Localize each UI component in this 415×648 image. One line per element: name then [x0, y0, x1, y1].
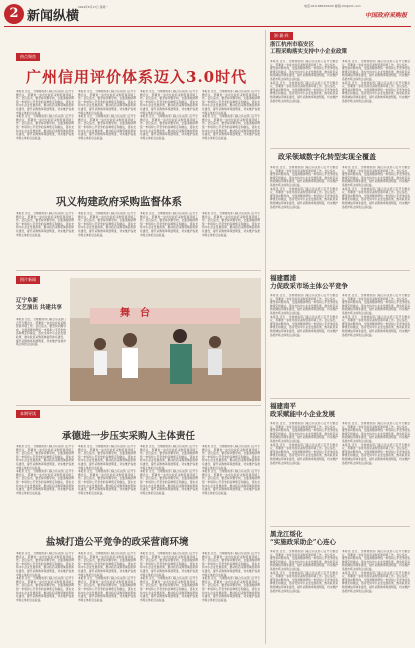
divider — [270, 526, 410, 527]
right-d-col-1: 本报讯 近日，当地财政部门联合有关部门召开专题会议，部署进一步优化政府采购营商环境工作。会议指出，要坚持问题导向，全面清理妨碍统一市场和公平竞争的各种规定和做法，落实支持中小企业发展政策，推动政府采购领域信用体系建设，提升采购效率和透明度，切实维护各类市场主体的合法权益。 本报讯 近日，当地财政部门联合有关部门召开专题会议，部署进一步优化政府采购营商环境工作。会议指出，要坚持问题导向，全面清理妨碍统一市场和公平竞争的各种规定和做法，落实支持中小企业发展政策，推动政府采购领域信用体系建设，提升采购效率和透明度，切实维护各类市场主体的合法权益。 — [270, 422, 338, 465]
article-2-col-1: 本报讯 近日，当地财政部门联合有关部门召开专题会议，部署进一步优化政府采购营商环境工作。会议指出，要坚持问题导向，全面清理妨碍统一市场和公平竞争的各种规定和做法，落实支持中小企业发展政策，推动政府采购领域信用体系建设，提升采购效率和透明度，切实维护各类市场主体的合法权益。 — [16, 212, 74, 237]
headline-chengde-responsibility: 承德进一步压实采购人主体责任 — [62, 431, 196, 442]
article-4-col-2: 本报讯 近日，当地财政部门联合有关部门召开专题会议，部署进一步优化政府采购营商环境工作。会议指出，要坚持问题导向，全面清理妨碍统一市场和公平竞争的各种规定和做法，落实支持中小企业发展政策，推动政府采购领域信用体系建设，提升采购效率和透明度，切实维护各类市场主体的合法权益。 本报讯 近日，当地财政部门联合有关部门召开专题会议，部署进一步优化政府采购营商环境工作。会议指出，要坚持问题导向，全面清理妨碍统一市场和公平竞争的各种规定和做法，落实支持中小企业发展政策，推动政府采购领域信用体系建设，提升采购效率和透明度，切实维护各类市场主体的合法权益。 — [78, 552, 136, 602]
article-4-col-3: 本报讯 近日，当地财政部门联合有关部门召开专题会议，部署进一步优化政府采购营商环境工作。会议指出，要坚持问题导向，全面清理妨碍统一市场和公平竞争的各种规定和做法，落实支持中小企业发展政策，推动政府采购领域信用体系建设，提升采购效率和透明度，切实维护各类市场主体的合法权益。 本报讯 近日，当地财政部门联合有关部门召开专题会议，部署进一步优化政府采购营商环境工作。会议指出，要坚持问题导向，全面清理妨碍统一市场和公平竞争的各种规定和做法，落实支持中小企业发展政策，推动政府采购领域信用体系建设，提升采购效率和透明度，切实维护各类市场主体的合法权益。 — [140, 552, 198, 602]
article-4-col-4: 本报讯 近日，当地财政部门联合有关部门召开专题会议，部署进一步优化政府采购营商环境工作。会议指出，要坚持问题导向，全面清理妨碍统一市场和公平竞争的各种规定和做法，落实支持中小企业发展政策，推动政府采购领域信用体系建设，提升采购效率和透明度，切实维护各类市场主体的合法权益。 本报讯 近日，当地财政部门联合有关部门召开专题会议，部署进一步优化政府采购营商环境工作。会议指出，要坚持问题导向，全面清理妨碍统一市场和公平竞争的各种规定和做法，落实支持中小企业发展政策，推动政府采购领域信用体系建设，提升采购效率和透明度，切实维护各类市场主体的合法权益。 — [202, 552, 260, 602]
section-number-badge: 2 — [4, 4, 24, 24]
article-1-col-2: 本报讯 近日，当地财政部门联合有关部门召开专题会议，部署进一步优化政府采购营商环境工作。会议指出，要坚持问题导向，全面清理妨碍统一市场和公平竞争的各种规定和做法，落实支持中小企业发展政策，推动政府采购领域信用体系建设，提升采购效率和透明度，切实维护各类市场主体的合法权益。 本报讯 近日，当地财政部门联合有关部门召开专题会议，部署进一步优化政府采购营商环境工作。会议指出，要坚持问题导向，全面清理妨碍统一市场和公平竞争的各种规定和做法，落实支持中小企业发展政策，推动政府采购领域信用体系建设，提升采购效率和透明度，切实维护各类市场主体的合法权益。 — [78, 90, 136, 140]
section-title: 新闻纵横 — [27, 9, 80, 24]
stage-photo-illustration — [70, 278, 261, 401]
divider — [270, 270, 410, 271]
headline-xiapu: 福建霞浦 力促政采市场主体公平竞争 — [270, 274, 348, 290]
stage-sign-text: 舞台 — [120, 308, 160, 319]
newspaper-brand: 中国政府采购报 — [364, 12, 407, 19]
photo-caption-title: 辽宁阜新 文艺演出 共建共享 — [16, 298, 62, 311]
right-e-col-2: 本报讯 近日，当地财政部门联合有关部门召开专题会议，部署进一步优化政府采购营商环境工作。会议指出，要坚持问题导向，全面清理妨碍统一市场和公平竞争的各种规定和做法，落实支持中小企业发展政策，推动政府采购领域信用体系建设，提升采购效率和透明度，切实维护各类市场主体的合法权益。 本报讯 近日，当地财政部门联合有关部门召开专题会议，部署进一步优化政府采购营商环境工作。会议指出，要坚持问题导向，全面清理妨碍统一市场和公平竞争的各种规定和做法，落实支持中小企业发展政策，推动政府采购领域信用体系建设，提升采购效率和透明度，切实维护各类市场主体的合法权益。 — [342, 550, 410, 593]
article-2-col-3: 本报讯 近日，当地财政部门联合有关部门召开专题会议，部署进一步优化政府采购营商环境工作。会议指出，要坚持问题导向，全面清理妨碍统一市场和公平竞争的各种规定和做法，落实支持中小企业发展政策，推动政府采购领域信用体系建设，提升采购效率和透明度，切实维护各类市场主体的合法权益。 — [140, 212, 198, 237]
headline-linan: 浙江杭州市临安区 工程采购落实支持中小企业政策 — [270, 42, 348, 55]
headline-digital-transformation: 政采领域数字化转型实现全覆盖 — [278, 152, 376, 161]
article-3-col-1: 本报讯 近日，当地财政部门联合有关部门召开专题会议，部署进一步优化政府采购营商环境工作。会议指出，要坚持问题导向，全面清理妨碍统一市场和公平竞争的各种规定和做法，落实支持中小企业发展政策，推动政府采购领域信用体系建设，提升采购效率和透明度，切实维护各类市场主体的合法权益。 本报讯 近日，当地财政部门联合有关部门召开专题会议，部署进一步优化政府采购营商环境工作。会议指出，要坚持问题导向，全面清理妨碍统一市场和公平竞争的各种规定和做法，落实支持中小企业发展政策，推动政府采购领域信用体系建设，提升采购效率和透明度，切实维护各类市场主体的合法权益。 — [16, 445, 74, 495]
right-a-col-2: 本报讯 近日，当地财政部门联合有关部门召开专题会议，部署进一步优化政府采购营商环境工作。会议指出，要坚持问题导向，全面清理妨碍统一市场和公平竞争的各种规定和做法，落实支持中小企业发展政策，推动政府采购领域信用体系建设，提升采购效率和透明度，切实维护各类市场主体的合法权益。 本报讯 近日，当地财政部门联合有关部门召开专题会议，部署进一步优化政府采购营商环境工作。会议指出，要坚持问题导向，全面清理妨碍统一市场和公平竞争的各种规定和做法，落实支持中小企业发展政策，推动政府采购领域信用体系建设，提升采购效率和透明度，切实维护各类市场主体的合法权益。 — [342, 60, 410, 103]
headline-guangzhou-credit: 广州信用评价体系迈入3.0时代 — [26, 68, 248, 86]
divider — [16, 270, 261, 271]
photo-performance — [70, 278, 261, 401]
headline-nanping: 福建南平 政采赋能中小企业发展 — [270, 402, 335, 418]
divider — [270, 148, 410, 149]
article-2-col-4: 本报讯 近日，当地财政部门联合有关部门召开专题会议，部署进一步优化政府采购营商环境工作。会议指出，要坚持问题导向，全面清理妨碍统一市场和公平竞争的各种规定和做法，落实支持中小企业发展政策，推动政府采购领域信用体系建设，提升采购效率和透明度，切实维护各类市场主体的合法权益。 — [202, 212, 260, 237]
divider — [270, 398, 410, 399]
headline-yancheng-business: 盐城打造公平竞争的政采营商环境 — [46, 537, 189, 548]
right-e-col-1: 本报讯 近日，当地财政部门联合有关部门召开专题会议，部署进一步优化政府采购营商环境工作。会议指出，要坚持问题导向，全面清理妨碍统一市场和公平竞争的各种规定和做法，落实支持中小企业发展政策，推动政府采购领域信用体系建设，提升采购效率和透明度，切实维护各类市场主体的合法权益。 本报讯 近日，当地财政部门联合有关部门召开专题会议，部署进一步优化政府采购营商环境工作。会议指出，要坚持问题导向，全面清理妨碍统一市场和公平竞争的各种规定和做法，落实支持中小企业发展政策，推动政府采购领域信用体系建设，提升采购效率和透明度，切实维护各类市场主体的合法权益。 — [270, 550, 338, 593]
tag-photo-news: 图片新闻 — [16, 276, 40, 284]
article-3-col-3: 本报讯 近日，当地财政部门联合有关部门召开专题会议，部署进一步优化政府采购营商环境工作。会议指出，要坚持问题导向，全面清理妨碍统一市场和公平竞争的各种规定和做法，落实支持中小企业发展政策，推动政府采购领域信用体系建设，提升采购效率和透明度，切实维护各类市场主体的合法权益。 本报讯 近日，当地财政部门联合有关部门召开专题会议，部署进一步优化政府采购营商环境工作。会议指出，要坚持问题导向，全面清理妨碍统一市场和公平竞争的各种规定和做法，落实支持中小企业发展政策，推动政府采购领域信用体系建设，提升采购效率和透明度，切实维护各类市场主体的合法权益。 — [140, 445, 198, 495]
article-3-col-4: 本报讯 近日，当地财政部门联合有关部门召开专题会议，部署进一步优化政府采购营商环境工作。会议指出，要坚持问题导向，全面清理妨碍统一市场和公平竞争的各种规定和做法，落实支持中小企业发展政策，推动政府采购领域信用体系建设，提升采购效率和透明度，切实维护各类市场主体的合法权益。 本报讯 近日，当地财政部门联合有关部门召开专题会议，部署进一步优化政府采购营商环境工作。会议指出，要坚持问题导向，全面清理妨碍统一市场和公平竞争的各种规定和做法，落实支持中小企业发展政策，推动政府采购领域信用体系建设，提升采购效率和透明度，切实维护各类市场主体的合法权益。 — [202, 445, 260, 495]
issue-meta: 2024年6月17日 星期一 — [78, 5, 109, 9]
article-3-col-2: 本报讯 近日，当地财政部门联合有关部门召开专题会议，部署进一步优化政府采购营商环境工作。会议指出，要坚持问题导向，全面清理妨碍统一市场和公平竞争的各种规定和做法，落实支持中小企业发展政策，推动政府采购领域信用体系建设，提升采购效率和透明度，切实维护各类市场主体的合法权益。 本报讯 近日，当地财政部门联合有关部门召开专题会议，部署进一步优化政府采购营商环境工作。会议指出，要坚持问题导向，全面清理妨碍统一市场和公平竞争的各种规定和做法，落实支持中小企业发展政策，推动政府采购领域信用体系建设，提升采购效率和透明度，切实维护各类市场主体的合法权益。 — [78, 445, 136, 495]
article-4-col-1: 本报讯 近日，当地财政部门联合有关部门召开专题会议，部署进一步优化政府采购营商环境工作。会议指出，要坚持问题导向，全面清理妨碍统一市场和公平竞争的各种规定和做法，落实支持中小企业发展政策，推动政府采购领域信用体系建设，提升采购效率和透明度，切实维护各类市场主体的合法权益。 本报讯 近日，当地财政部门联合有关部门召开专题会议，部署进一步优化政府采购营商环境工作。会议指出，要坚持问题导向，全面清理妨碍统一市场和公平竞争的各种规定和做法，落实支持中小企业发展政策，推动政府采购领域信用体系建设，提升采购效率和透明度，切实维护各类市场主体的合法权益。 — [16, 552, 74, 602]
article-1-col-1: 本报讯 近日，当地财政部门联合有关部门召开专题会议，部署进一步优化政府采购营商环境工作。会议指出，要坚持问题导向，全面清理妨碍统一市场和公平竞争的各种规定和做法，落实支持中小企业发展政策，推动政府采购领域信用体系建设，提升采购效率和透明度，切实维护各类市场主体的合法权益。 本报讯 近日，当地财政部门联合有关部门召开专题会议，部署进一步优化政府采购营商环境工作。会议指出，要坚持问题导向，全面清理妨碍统一市场和公平竞争的各种规定和做法，落实支持中小企业发展政策，推动政府采购领域信用体系建设，提升采购效率和透明度，切实维护各类市场主体的合法权益。 — [16, 90, 74, 140]
tag-region: 浙·冀·四 — [270, 32, 293, 40]
contact-meta: 电话:010-88XXXXXX 邮箱:XX@XX.com — [304, 4, 361, 8]
column-divider — [265, 30, 266, 644]
photo-caption-text: 本报讯 近日，当地财政部门联合有关部门召开专题会议，部署进一步优化政府采购营商环境工作。会议指出，要坚持问题导向，全面清理妨碍统一市场和公平竞争的各种规定和做法，落实支持中小企业发展政策，推动政府采购领域信用体系建设，提升采购效率和透明度，切实维护各类市场主体的合法权益。 — [16, 318, 66, 347]
masthead-rule — [4, 26, 411, 27]
headline-suihua: 黑龙江绥化 “实施政采助企”心连心 — [270, 530, 336, 546]
headline-gongyi-supervision: 巩义构建政府采购监督体系 — [56, 196, 182, 208]
article-1-col-4: 本报讯 近日，当地财政部门联合有关部门召开专题会议，部署进一步优化政府采购营商环境工作。会议指出，要坚持问题导向，全面清理妨碍统一市场和公平竞争的各种规定和做法，落实支持中小企业发展政策，推动政府采购领域信用体系建设，提升采购效率和透明度，切实维护各类市场主体的合法权益。 本报讯 近日，当地财政部门联合有关部门召开专题会议，部署进一步优化政府采购营商环境工作。会议指出，要坚持问题导向，全面清理妨碍统一市场和公平竞争的各种规定和做法，落实支持中小企业发展政策，推动政府采购领域信用体系建设，提升采购效率和透明度，切实维护各类市场主体的合法权益。 — [202, 90, 260, 140]
tag-hot-news: 热点聚焦 — [16, 53, 40, 61]
right-d-col-2: 本报讯 近日，当地财政部门联合有关部门召开专题会议，部署进一步优化政府采购营商环境工作。会议指出，要坚持问题导向，全面清理妨碍统一市场和公平竞争的各种规定和做法，落实支持中小企业发展政策，推动政府采购领域信用体系建设，提升采购效率和透明度，切实维护各类市场主体的合法权益。 本报讯 近日，当地财政部门联合有关部门召开专题会议，部署进一步优化政府采购营商环境工作。会议指出，要坚持问题导向，全面清理妨碍统一市场和公平竞争的各种规定和做法，落实支持中小企业发展政策，推动政府采购领域信用体系建设，提升采购效率和透明度，切实维护各类市场主体的合法权益。 — [342, 422, 410, 465]
article-2-col-2: 本报讯 近日，当地财政部门联合有关部门召开专题会议，部署进一步优化政府采购营商环境工作。会议指出，要坚持问题导向，全面清理妨碍统一市场和公平竞争的各种规定和做法，落实支持中小企业发展政策，推动政府采购领域信用体系建设，提升采购效率和透明度，切实维护各类市场主体的合法权益。 — [78, 212, 136, 237]
divider — [16, 405, 261, 406]
tag-focus: 本期导读 — [16, 410, 40, 418]
right-c-col-2: 本报讯 近日，当地财政部门联合有关部门召开专题会议，部署进一步优化政府采购营商环境工作。会议指出，要坚持问题导向，全面清理妨碍统一市场和公平竞争的各种规定和做法，落实支持中小企业发展政策，推动政府采购领域信用体系建设，提升采购效率和透明度，切实维护各类市场主体的合法权益。 本报讯 近日，当地财政部门联合有关部门召开专题会议，部署进一步优化政府采购营商环境工作。会议指出，要坚持问题导向，全面清理妨碍统一市场和公平竞争的各种规定和做法，落实支持中小企业发展政策，推动政府采购领域信用体系建设，提升采购效率和透明度，切实维护各类市场主体的合法权益。 — [342, 294, 410, 337]
right-b-col-1: 本报讯 近日，当地财政部门联合有关部门召开专题会议，部署进一步优化政府采购营商环境工作。会议指出，要坚持问题导向，全面清理妨碍统一市场和公平竞争的各种规定和做法，落实支持中小企业发展政策，推动政府采购领域信用体系建设，提升采购效率和透明度，切实维护各类市场主体的合法权益。 本报讯 近日，当地财政部门联合有关部门召开专题会议，部署进一步优化政府采购营商环境工作。会议指出，要坚持问题导向，全面清理妨碍统一市场和公平竞争的各种规定和做法，落实支持中小企业发展政策，推动政府采购领域信用体系建设，提升采购效率和透明度，切实维护各类市场主体的合法权益。 — [270, 166, 338, 209]
masthead — [0, 0, 415, 44]
right-c-col-1: 本报讯 近日，当地财政部门联合有关部门召开专题会议，部署进一步优化政府采购营商环境工作。会议指出，要坚持问题导向，全面清理妨碍统一市场和公平竞争的各种规定和做法，落实支持中小企业发展政策，推动政府采购领域信用体系建设，提升采购效率和透明度，切实维护各类市场主体的合法权益。 本报讯 近日，当地财政部门联合有关部门召开专题会议，部署进一步优化政府采购营商环境工作。会议指出，要坚持问题导向，全面清理妨碍统一市场和公平竞争的各种规定和做法，落实支持中小企业发展政策，推动政府采购领域信用体系建设，提升采购效率和透明度，切实维护各类市场主体的合法权益。 — [270, 294, 338, 337]
article-1-col-3: 本报讯 近日，当地财政部门联合有关部门召开专题会议，部署进一步优化政府采购营商环境工作。会议指出，要坚持问题导向，全面清理妨碍统一市场和公平竞争的各种规定和做法，落实支持中小企业发展政策，推动政府采购领域信用体系建设，提升采购效率和透明度，切实维护各类市场主体的合法权益。 本报讯 近日，当地财政部门联合有关部门召开专题会议，部署进一步优化政府采购营商环境工作。会议指出，要坚持问题导向，全面清理妨碍统一市场和公平竞争的各种规定和做法，落实支持中小企业发展政策，推动政府采购领域信用体系建设，提升采购效率和透明度，切实维护各类市场主体的合法权益。 — [140, 90, 198, 140]
right-a-col-1: 本报讯 近日，当地财政部门联合有关部门召开专题会议，部署进一步优化政府采购营商环境工作。会议指出，要坚持问题导向，全面清理妨碍统一市场和公平竞争的各种规定和做法，落实支持中小企业发展政策，推动政府采购领域信用体系建设，提升采购效率和透明度，切实维护各类市场主体的合法权益。 本报讯 近日，当地财政部门联合有关部门召开专题会议，部署进一步优化政府采购营商环境工作。会议指出，要坚持问题导向，全面清理妨碍统一市场和公平竞争的各种规定和做法，落实支持中小企业发展政策，推动政府采购领域信用体系建设，提升采购效率和透明度，切实维护各类市场主体的合法权益。 — [270, 60, 338, 103]
right-b-col-2: 本报讯 近日，当地财政部门联合有关部门召开专题会议，部署进一步优化政府采购营商环境工作。会议指出，要坚持问题导向，全面清理妨碍统一市场和公平竞争的各种规定和做法，落实支持中小企业发展政策，推动政府采购领域信用体系建设，提升采购效率和透明度，切实维护各类市场主体的合法权益。 本报讯 近日，当地财政部门联合有关部门召开专题会议，部署进一步优化政府采购营商环境工作。会议指出，要坚持问题导向，全面清理妨碍统一市场和公平竞争的各种规定和做法，落实支持中小企业发展政策，推动政府采购领域信用体系建设，提升采购效率和透明度，切实维护各类市场主体的合法权益。 — [342, 166, 410, 209]
